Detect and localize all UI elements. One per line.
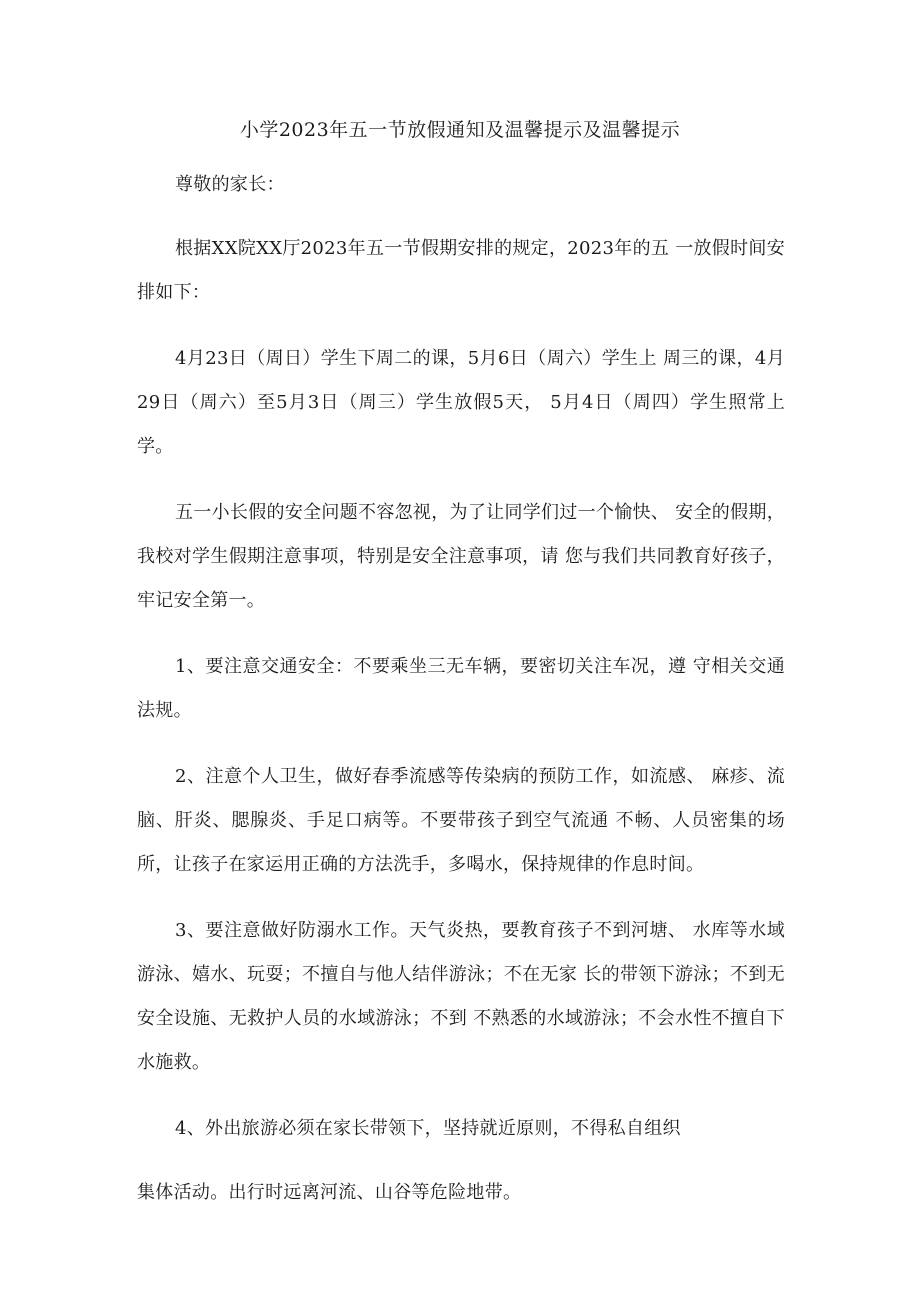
paragraph-safety-intro: 五一小长假的安全问题不容忽视，为了让同学们过一个愉快、 安全的假期，我校对学生假期注意事项，特别是安全注意事项，请 您与我们共同教育好孩子，牢记安全第一。: [137, 502, 785, 611]
document-title: 小学2023年五一节放假通知及温馨提示及温馨提示: [239, 119, 681, 141]
paragraph-schedule-details: 4月23日（周日）学生下周二的课，5月6日（周六）学生上 周三的课，4月29日（周六）至5月3日（周三）学生放假5天， 5月4日（周四）学生照常上学。: [137, 348, 785, 457]
paragraph-travel-line2: 集体活动。出行时远离河流、山谷等危险地带。: [137, 1182, 522, 1203]
greeting: 尊敬的家长：: [175, 174, 285, 195]
paragraph-hygiene: 2、注意个人卫生，做好春季流感等传染病的预防工作，如流感、 麻疹、流脑、肝炎、腮腺炎、手足口病等。不要带孩子到空气流通 不畅、人员密集的场所，让孩子在家运用正确的方法洗手，多喝水，保持规律的作息时间。: [137, 766, 785, 875]
paragraph-traffic-safety: 1、要注意交通安全：不要乘坐三无车辆，要密切关注车况，遵 守相关交通法规。: [137, 656, 785, 721]
paragraph-drowning-prevention: 3、要注意做好防溺水工作。天气炎热，要教育孩子不到河塘、 水库等水域游泳、嬉水、玩耍；不擅自与他人结伴游泳；不在无家 长的带领下游泳；不到无安全设施、无救护人员的水域游泳；不到 不熟悉的水域游泳；不会水性不擅自下水施救。: [137, 920, 785, 1073]
document-body: [137, 163, 785, 1237]
paragraph-travel-line1: 4、外出旅游必须在家长带领下，坚持就近原则，不得私自组织: [175, 1118, 681, 1139]
paragraph-schedule-basis: 根据XX院XX厅2023年五一节假期安排的规定，2023年的五 一放假时间安排如下：: [137, 238, 785, 303]
